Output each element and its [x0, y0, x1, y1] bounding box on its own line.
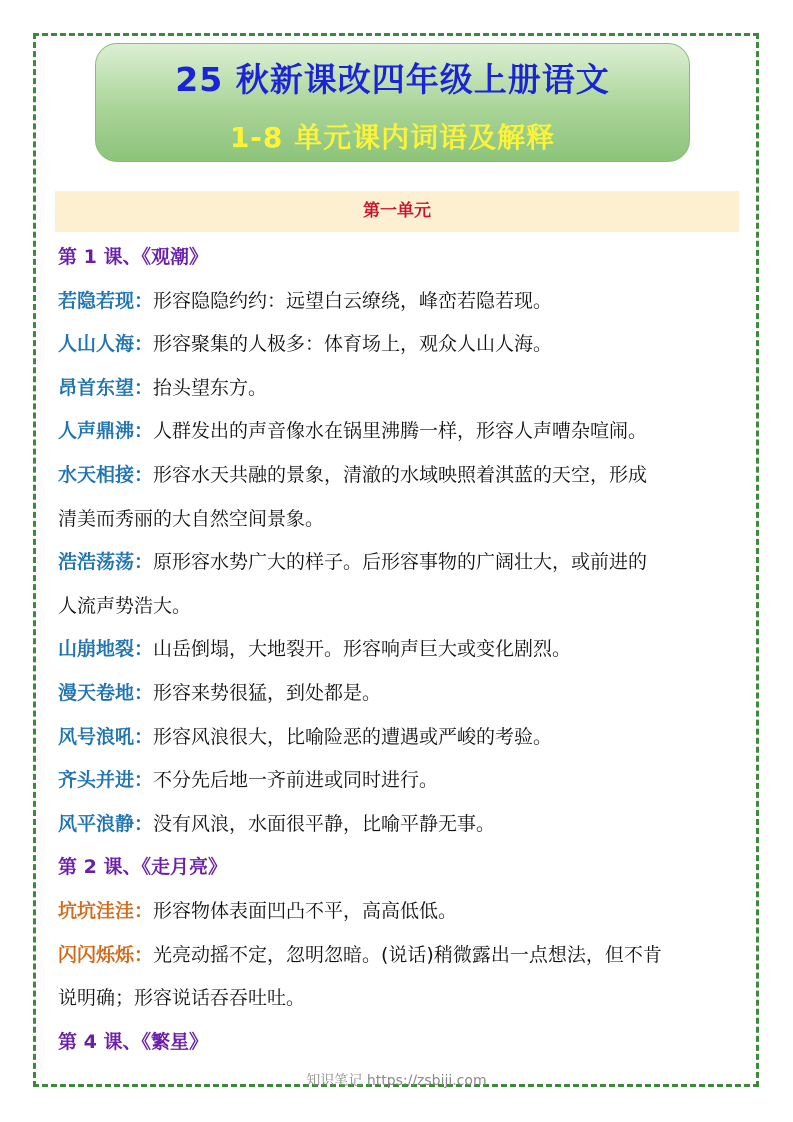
lesson-title: 第 2 课、《走月亮》	[58, 856, 227, 879]
vocab-term: 齐头并进：	[58, 769, 154, 792]
vocab-term: 风平浪静：	[58, 812, 154, 835]
vocab-term: 风号浪吼：	[58, 725, 154, 748]
vocab-term: 若隐若现：	[58, 289, 154, 312]
vocab-term: 昂首东望：	[58, 376, 154, 399]
page-title: 25 秋新课改四年级上册语文	[175, 60, 610, 99]
vocab-entry	[58, 410, 740, 454]
page-subtitle: 1-8 单元课内词语及解释	[229, 121, 556, 154]
vocab-definition: 形容来势很猛，到处都是。	[153, 681, 382, 704]
vocab-definition: 抬头望东方。	[153, 376, 268, 399]
vocab-term: 山崩地裂：	[58, 638, 154, 661]
vocab-entry	[58, 890, 740, 934]
vocab-entry	[58, 628, 740, 672]
lesson-title: 第 4 课、《繁星》	[58, 1030, 208, 1053]
vocab-definition: 形容物体表面凹凸不平，高高低低。	[153, 899, 458, 922]
vocab-definition: 不分先后地一齐前进或同时进行。	[153, 769, 439, 792]
vocab-entry	[58, 716, 740, 760]
vocab-entry	[58, 367, 740, 411]
vocab-definition: 光亮动摇不定，忽明忽暗。(说话)稍微露出一点想法，但不肯	[153, 943, 662, 966]
vocab-term: 人声鼎沸：	[58, 420, 154, 443]
vocab-term: 人山人海：	[58, 333, 154, 356]
vocab-definition-continued: 清美而秀丽的大自然空间景象。	[58, 507, 325, 530]
vocab-term: 浩浩荡荡：	[58, 551, 154, 574]
vocab-entry	[58, 280, 740, 324]
vocab-entry	[58, 803, 740, 847]
vocab-entry	[58, 934, 740, 978]
vocab-definition: 形容风浪很大，比喻险恶的遭遇或严峻的考验。	[153, 725, 553, 748]
vocab-definition: 人群发出的声音像水在锅里沸腾一样，形容人声嘈杂喧闹。	[153, 420, 648, 443]
vocab-definition: 没有风浪，水面很平静，比喻平静无事。	[153, 812, 496, 835]
vocab-entry	[58, 759, 740, 803]
footer-watermark: 知识笔记 https://zsbiji.com	[306, 1073, 487, 1089]
vocab-definition: 形容水天共融的景象，清澈的水域映照着淇蓝的天空，形成	[153, 463, 648, 486]
vocab-list	[58, 236, 740, 1064]
title-banner	[95, 43, 690, 162]
vocab-entry	[58, 454, 740, 498]
vocab-definition: 形容聚集的人极多：体育场上，观众人山人海。	[153, 333, 553, 356]
vocab-definition-continued: 说明确；形容说话吞吞吐吐。	[58, 987, 306, 1010]
vocab-definition: 原形容水势广大的样子。后形容事物的广阔壮大，或前进的	[153, 551, 648, 574]
vocab-term: 闪闪烁烁：	[58, 943, 154, 966]
vocab-entry	[58, 541, 740, 585]
vocab-term: 坑坑洼洼：	[58, 899, 154, 922]
unit-heading: 第一单元	[55, 191, 739, 232]
lesson-title: 第 1 课、《观潮》	[58, 246, 208, 268]
vocab-definition: 形容隐隐约约：远望白云缭绕，峰峦若隐若现。	[153, 289, 553, 312]
vocab-term: 漫天卷地：	[58, 681, 154, 704]
vocab-term: 水天相接：	[58, 463, 154, 486]
vocab-definition-continued: 人流声势浩大。	[58, 594, 192, 617]
vocab-entry	[58, 672, 740, 716]
vocab-entry	[58, 323, 740, 367]
vocab-definition: 山岳倒塌，大地裂开。形容响声巨大或变化剧烈。	[153, 638, 572, 661]
